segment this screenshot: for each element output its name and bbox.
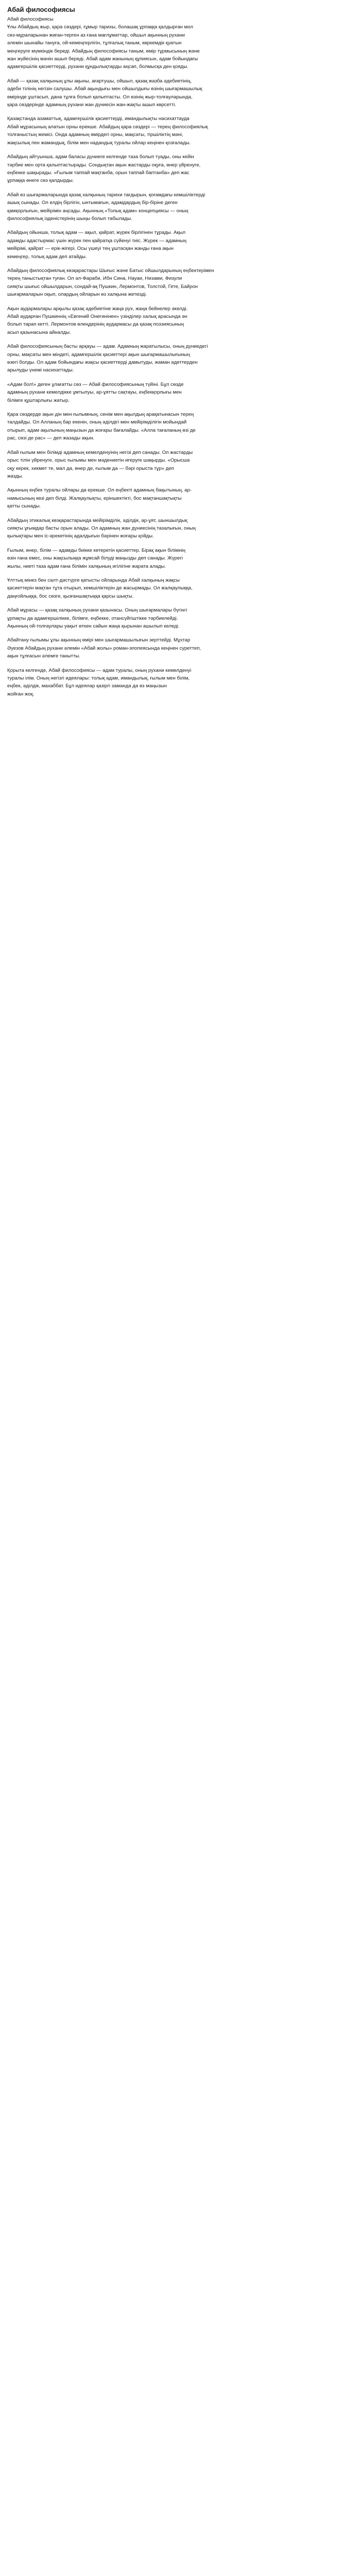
- paragraph-line: қатты сынады.: [7, 503, 41, 510]
- paragraph-line: Абайдың айтуынша, адам баласы дүниеге келгенде таза болып туады, оны кейін: [7, 154, 194, 160]
- page-title: Абай философиясы: [7, 6, 75, 13]
- paragraph-line: терең таныстықтан туған. Ол әл-Фараби, Ибн Сина, Науаи, Низами, Физули: [7, 276, 182, 282]
- paragraph-line: талдайды. Ол Алланың бар екенін, оның әділдігі мен мейірімділігін мойындай: [7, 419, 187, 426]
- paragraph: [7, 547, 354, 570]
- paragraph-line: Абайдың этикалық көзқарастарында мейірімділік, әділдік, ар-ұят, шыншылдық: [7, 517, 187, 523]
- paragraph-line: Абайтану ғылымы ұлы ақынның өмірі мен шығармашылығын зерттейді. Мұхтар: [7, 637, 191, 643]
- paragraph-line: толғаныстың жемісі. Онда адамның өмірдегі орны, мақсаты, тіршіліктің мәні,: [7, 132, 183, 138]
- paragraph: [7, 305, 354, 337]
- paragraph-line: оқу керек, хикмет те, мал да, өнер де, ғылым да — бәрі орыста тұр» деп: [7, 465, 174, 471]
- paragraph-line: адамгершілік қасиеттерді, рухани құндылықтарды аңсап, болмысқа ден қояды.: [7, 64, 188, 70]
- paragraph-line: шығармаларын оқып, олардың ойларын өз халқына жеткізді.: [7, 292, 147, 298]
- paragraph: [7, 667, 354, 699]
- paragraph-line: Қара сөздерде ақын дін мен ғылымның, сенім мен ақылдың арақатынасын терең: [7, 412, 194, 418]
- paragraph-line: сияқты шығыс ойшылдарын, сондай-ақ Пушкин, Лермонтов, Толстой, Гете, Байрон: [7, 283, 198, 290]
- paragraph-line: орыс тілін үйренуге, орыс ғылымы мен мәдениетін игеруге шақырды. «Орысша: [7, 457, 190, 464]
- paragraph: [7, 77, 354, 109]
- paragraph-line: кемеңгер, толық адам деп атайды.: [7, 253, 87, 260]
- paragraph-line: өмірінде ұштасып, дана тұлға болып қалыптасты. Ол өзінің жыр-толғауларында,: [7, 94, 193, 100]
- paragraph-line: өзін ғана емес, оны жақсылыққа жұмсай білуді маңызды деп санады. Жүрегі: [7, 555, 183, 562]
- paragraph-line: «Адам бол!» деген ұлағатты сөз — Абай философиясының түйіні. Бұл сөзде: [7, 381, 184, 387]
- paragraph-line: адамның рухани кемелдікке ұмтылуы, ар-ұятты сақтауы, еңбекқорлығы мен: [7, 389, 182, 396]
- paragraph-line: жойған жоқ.: [7, 691, 35, 697]
- paragraph-line: қара сөздерінде адамның рухани жан дүниесін жан-жақты ашып көрсетті.: [7, 102, 177, 108]
- paragraph-line: мейірімі, қайрат — ерік-жігері. Осы үшеуі тең ұштасқан жанды ғана ақын: [7, 246, 174, 252]
- paragraph-line: білімге құштарлығы жатыр.: [7, 397, 70, 403]
- paragraph-line: тәрбие мен орта қалыптастырады. Сондықтан ақын жастарды оқуға, өнер үйренуге,: [7, 162, 201, 168]
- paragraph: [7, 153, 354, 185]
- paragraph: [7, 517, 354, 540]
- paragraph-line: қасиеттерін мақтан тұта отырып, кемшіліктерін де жасырмады. Ол жалқаулыққа,: [7, 585, 193, 591]
- paragraph-line: әдеби тілінің негізін салушы. Абай ақындығы мен ойшылдығы өзінің шығармашылық: [7, 86, 202, 92]
- paragraph: [7, 449, 354, 481]
- paragraph-line: арылуды үнемі насихаттады.: [7, 367, 74, 374]
- paragraph-line: Ақынның ой-толғаулары уақыт өткен сайын жаңа қырынан ашылып келеді.: [7, 623, 180, 629]
- paragraph-line: туралы ілім. Оның негізгі идеялары: толық адам, имандылық, ғылым мен білім,: [7, 675, 190, 682]
- paragraph-line: Абай мұрасы — қазақ халқының рухани қазынасы. Оның шығармалары бүгінгі: [7, 607, 187, 614]
- paragraph-line: Қорыта келгенде, Абай философиясы — адам туралы, оның рухани кемелденуі: [7, 667, 192, 673]
- paragraph-line: Абай өз шығармаларында қазақ халқының тарихи тағдырын, қоғамдағы кемшіліктерді: [7, 192, 205, 198]
- document-body: [7, 15, 354, 698]
- paragraph: [7, 15, 354, 71]
- paragraph-line: Абай — қазақ халқының ұлы ақыны, ағартушы, ойшыл, қазақ жазба әдебиетінің,: [7, 78, 192, 84]
- paragraph-line: Абай аударған Пушкиннің «Евгений Онегинінен» үзінділер халық арасында ән: [7, 314, 187, 319]
- paragraph-line: еңбекке шақырады. «Ғылым таппай мақтанба, орын таппай баптанба» деп жас: [7, 170, 190, 176]
- paragraph-line: жақсылық пен жамандық, білім мен надандық туралы ойлар кеңінен қозғалады.: [7, 140, 191, 146]
- paragraph: [7, 381, 354, 404]
- paragraph-line: әлемін шынайы тануға, ой-кемеңгерлігін, тұлғалық таным, көркемдік қуатын: [7, 40, 182, 46]
- paragraph-line: Ұлы Абайдың жыр, қара сөздері, ғұмыр тарихы, болашақ ұрпаққа қалдырған мол: [7, 24, 193, 30]
- paragraph-line: меңгеруге мүмкіндік береді. Абайдың философиясы таным, өмір тұрмысының және: [7, 48, 200, 54]
- paragraph-line: ақын тұлғасын әлемге танытты.: [7, 653, 80, 659]
- paragraph-line: сияқты ұғымдар басты орын алады. Ол адамның жан дүниесінің тазалығын, оның: [7, 525, 196, 531]
- paragraph-line: ашық сынады. Ол елдің бірлігін, ынтымағын, адамдардың бір-біріне деген: [7, 200, 178, 206]
- paragraph: [7, 636, 354, 660]
- paragraph-line: Абай ғылым мен білімді адамның кемелденуінің негізі деп санады. Ол жастарды: [7, 449, 193, 455]
- paragraph-line: Ақынның еңбек туралы ойлары да ерекше. Ол еңбекті адамның бақытының, ар-: [7, 487, 192, 494]
- paragraph-line: сөз-мұраларынан жиған-терген аз ғана мағлұматтар, ойшыл ақынның рухани: [7, 32, 185, 38]
- paragraph-line: орны, мақсаты мен міндеті, адамгершілік қасиеттері ақын шығармашылығының: [7, 351, 190, 358]
- paragraph-line: отырып, адам ақылының маңызын да жоғары бағалайды. «Алла тағаланың өзі де: [7, 427, 196, 433]
- paragraph-line: болып тарап кетті. Лермонтов өлеңдерінің аудармасы да қазақ поэзиясының: [7, 321, 184, 328]
- paragraph: [7, 115, 354, 147]
- paragraph-line: жан жүйесінің мәнін ашып береді. Абай адам жанының құпиясын, адам бойындағы: [7, 56, 198, 62]
- paragraph-line: Әуезов Абайдың рухани әлемін «Абай жолы» роман-эпопеясында кеңінен суреттеп,: [7, 645, 201, 651]
- paragraph-line: асыл қазынасына айналды.: [7, 329, 71, 335]
- paragraph: [7, 267, 354, 299]
- paragraph: [7, 229, 354, 261]
- paragraph-line: философиялық ізденістерінің шыңы болып табылады.: [7, 215, 132, 222]
- paragraph-line: Абай философиясының басты арқауы — адам. Адамның жаратылысы, оның дүниедегі: [7, 344, 208, 350]
- paragraph-line: адамды адастырмас үшін жүрек пен қайратқа сүйенуі тиіс. Жүрек — адамның: [7, 238, 186, 244]
- paragraph-line: ұрпаққа өнеге сөз қалдырды.: [7, 178, 74, 184]
- paragraph-line: қылықтары мен іс-әрекетінің адалдығын бәрінен жоғары қойды.: [7, 533, 154, 539]
- paragraph: [7, 486, 354, 510]
- document-page: [0, 0, 361, 698]
- paragraph: [7, 191, 354, 223]
- paragraph: [7, 577, 354, 600]
- paragraph-line: өзегі болды. Ол адам бойындағы жақсы қасиеттерді дамытуды, жаман әдеттерден: [7, 360, 198, 366]
- paragraph-line: Абай философиясы: [7, 16, 54, 22]
- paragraph-line: Ақын аудармалары арқылы қазақ әдебиетіне жаңа рух, жаңа бейнелер әкелді.: [7, 306, 188, 312]
- paragraph-line: қамқорлығын, мейірімін аңсады. Ақынның «Толық адам» концепциясы — оның: [7, 208, 188, 214]
- paragraph-line: Абайдың философиялық көзқарастары Шығыс және Батыс ойшылдарының еңбектерімен: [7, 267, 214, 274]
- paragraph-line: Абай мұрасының алатын орны ерекше. Абайдың қара сөздері — терең философиялық: [7, 124, 208, 130]
- paragraph: [7, 411, 354, 443]
- paragraph-line: рас, сөзі де рас» — деп жазады ақын.: [7, 435, 95, 442]
- paragraph: [7, 343, 354, 375]
- paragraph-line: еңбек, әділдік, махаббат. Бұл идеялар қазіргі заманда да өз маңызын: [7, 683, 167, 689]
- paragraph-line: ұрпақты да адамгершілікке, білімге, еңбекке, отансүйгіштікке тәрбиелейді.: [7, 615, 178, 621]
- paragraph-line: Ғылым, өнер, білім — адамды биікке көтеретін қасиеттер. Бірақ ақын білімнің: [7, 547, 185, 553]
- paragraph-line: Абайдың ойынша, толық адам — ақыл, қайрат, жүрек бірлігінен тұрады. Ақыл: [7, 230, 186, 236]
- paragraph-line: Қазақстанда азаматтық, адамгершілік қасиеттерді, имандылықты насихаттауда: [7, 116, 190, 122]
- paragraph-line: Ұлттық мінез бен салт-дәстүрге қатысты ойларында Абай халқының жақсы: [7, 577, 180, 583]
- paragraph-line: даңғойлыққа, бос сөзге, қызғаншақтыққа қарсы шықты.: [7, 593, 134, 599]
- paragraph-line: намысының көзі деп білді. Жалқаулықты, еріншектікті, бос мақтаншақтықты: [7, 495, 182, 501]
- paragraph-line: жылы, ниеті таза адам ғана білімін халқының игілігіне жарата алады.: [7, 563, 166, 569]
- paragraph: [7, 606, 354, 630]
- paragraph-line: жазды.: [7, 473, 23, 479]
